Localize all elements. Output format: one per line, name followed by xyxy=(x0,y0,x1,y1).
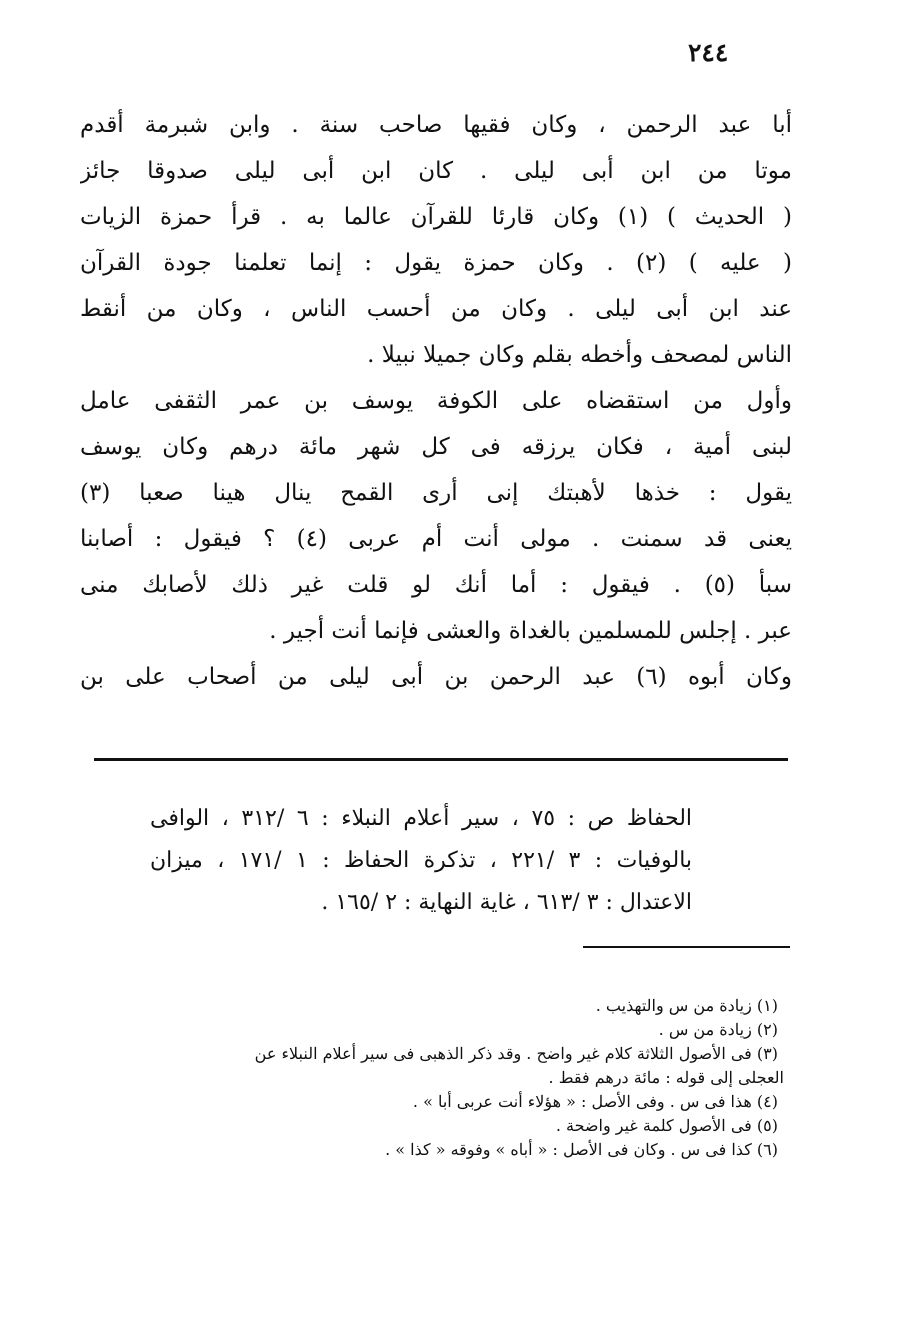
text-line: سبأ (٥) . فيقول : أما أنك لو قلت غير ذلك لأصابك منى xyxy=(80,572,792,598)
text-line: لبنى أمية ، فكان يرزقه فى كل شهر مائة درهم وكان يوسف xyxy=(80,434,792,460)
main-text-paragraph-1 xyxy=(80,102,792,378)
text-line: ( الحديث ) (١) وكان قارئا للقرآن عالما به . قرأ حمزة الزيات xyxy=(80,204,792,230)
footnote-item: (٤) هذا فى س . وفى الأصل : « هؤلاء أنت عربى أبا » . xyxy=(412,1092,778,1111)
note-line: بالوفيات : ٣ /٢٢١ ، تذكرة الحفاظ : ١ /١٧١ ، ميزان xyxy=(150,848,692,873)
text-line: ( عليه ) (٢) . وكان حمزة يقول : إنما تعلمنا جودة القرآن xyxy=(80,250,792,276)
footnote-item: (٦) كذا فى س . وكان فى الأصل : « أباه » وفوقه « كذا » . xyxy=(385,1140,778,1159)
footnote-item: (٣) فى الأصول الثلاثة كلام غير واضح . وقد ذكر الذهبى فى سير أعلام النبلاء عن xyxy=(254,1044,778,1063)
footnote-separator-rule xyxy=(94,758,788,761)
text-line: وكان أبوه (٦) عبد الرحمن بن أبى ليلى من أصحاب على بن xyxy=(80,664,792,690)
text-line: يعنى قد سمنت . مولى أنت أم عربى (٤) ؟ فيقول : أصابنا xyxy=(80,526,792,552)
main-text-paragraph-2 xyxy=(80,378,792,700)
footnotes-list xyxy=(96,994,784,1162)
footnote-item: (٥) فى الأصول كلمة غير واضحة . xyxy=(555,1116,778,1135)
text-line: عند ابن أبى ليلى . وكان من أحسب الناس ، وكان من أنقط xyxy=(80,296,792,322)
text-line: عبر . إجلس للمسلمين بالغداة والعشى فإنما أنت أجير . xyxy=(269,618,792,644)
text-line: يقول : خذها لأهبتك إنى أرى القمح ينال هينا صعبا (٣) xyxy=(80,480,792,506)
footnote-short-rule xyxy=(583,946,790,948)
continued-note-block xyxy=(150,798,692,924)
footnote-item: (٢) زيادة من س . xyxy=(658,1020,778,1039)
note-line: الحفاظ ص : ٧٥ ، سير أعلام النبلاء : ٦ /٣١٢ ، الوافى xyxy=(150,806,692,831)
footnote-item: (١) زيادة من س والتهذيب . xyxy=(595,996,778,1015)
text-line: موتا من ابن أبى ليلى . كان ابن أبى ليلى صدوقا جائز xyxy=(80,158,792,184)
text-line: الناس لمصحف وأخطه بقلم وكان جميلا نبيلا . xyxy=(367,342,792,368)
note-line: الاعتدال : ٣ /٦١٣ ، غاية النهاية : ٢ /١٦٥ . xyxy=(321,890,692,915)
page-number: ٢٤٤ xyxy=(688,38,729,67)
text-line: أبا عبد الرحمن ، وكان فقيها صاحب سنة . وابن شبرمة أقدم xyxy=(80,112,792,138)
footnote-item-continuation: العجلى إلى قوله : مائة درهم فقط . xyxy=(548,1068,784,1087)
text-line: وأول من استقضاه على الكوفة يوسف بن عمر الثقفى عامل xyxy=(80,388,792,414)
